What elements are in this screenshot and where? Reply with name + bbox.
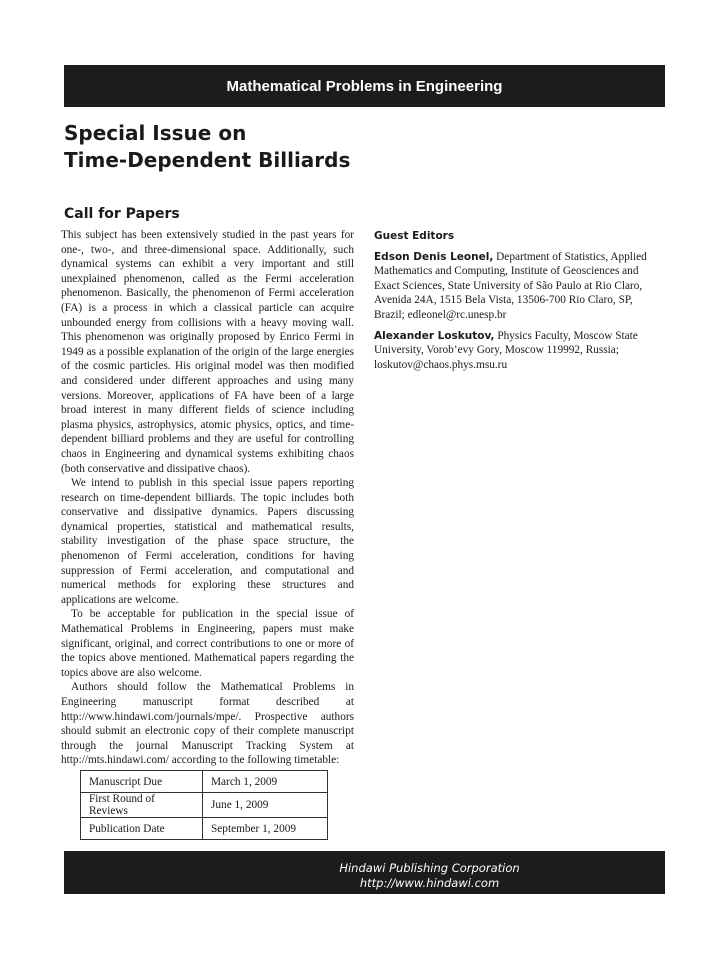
table-row — [81, 793, 328, 818]
editor-name: Alexander Loskutov, — [374, 329, 495, 342]
table-row — [81, 818, 328, 840]
paragraph: Authors should follow the Mathematical Problems in Engineering manuscript format described at http://www.hindawi.com/journals/mpe/. Prospective authors should submit an electronic copy of their complete manuscript through the journal Manuscript Tracking System at http://mts.hindawi.com/ according to the following timetable: — [61, 681, 354, 767]
title-line-1: Special Issue on — [64, 121, 247, 145]
editor-details: Department of Statistics, Applied Mathematics and Computing, Institute of Geosciences and Exact Sciences, State University of São Paulo at Rio Claro, Avenida 24A, 1515 Bela Vista, 13506-700 Rio Claro, SP, Brazil; edleonel@rc.unesp.br — [374, 250, 647, 321]
editor-entry — [374, 250, 666, 323]
editor-name: Edson Denis Leonel, — [374, 250, 494, 263]
page-title — [64, 120, 350, 174]
body-text — [61, 228, 354, 768]
timetable-label: First Round of Reviews — [81, 793, 203, 818]
paragraph: This subject has been extensively studied in the past years for one-, two-, and three-dimensional space. Additionally, such dynamical systems can exhibit a very important and still unexplained phenomenon, called as the Fermi acceleration phenomenon. Basically, the phenomenon of Fermi acceleration (FA) is a process in which a classical particle can acquire unbounded energy from collisions with a heavy moving wall. This phenomenon was originally proposed by Enrico Fermi in 1949 as a possible explanation of the origin of the large energies of the cosmic particles. His original model was then modified and considered under different approaches and using many versions. Moreover, applications of FA have been of a large broad interest in many different fields of science including plasma physics, astrophysics, atomic physics, optics, and time-dependent billiard problems and they are useful for controlling chaos in Engineering and dynamical systems exhibiting chaos (both conservative and dissipative chaos). — [61, 229, 354, 475]
publisher-name: Hindawi Publishing Corporation — [339, 861, 520, 875]
editor-entry — [374, 329, 666, 373]
timetable — [80, 770, 328, 840]
timetable-date: June 1, 2009 — [203, 793, 328, 818]
guest-editors — [374, 229, 666, 378]
publisher-footer — [64, 851, 665, 894]
timetable-date: September 1, 2009 — [203, 818, 328, 840]
timetable-date: March 1, 2009 — [203, 771, 328, 793]
table-row — [81, 771, 328, 793]
title-line-2: Time-Dependent Billiards — [64, 148, 351, 172]
publisher-url[interactable]: http://www.hindawi.com — [359, 876, 500, 890]
journal-header — [64, 65, 665, 107]
guest-editors-heading: Guest Editors — [374, 230, 455, 242]
editor-details: Physics Faculty, Moscow State University, Vorob’evy Gory, Moscow 119992, Russia; loskutov@chaos.phys.msu.ru — [374, 329, 638, 371]
timetable-label: Manuscript Due — [81, 771, 203, 793]
section-heading: Call for Papers — [64, 206, 180, 222]
paragraph: To be acceptable for publication in the special issue of Mathematical Problems in Engineering, papers must make significant, original, and correct contributions to one or more of the topics above mentioned. Mathematical papers regarding the topics above are also welcome. — [61, 608, 354, 679]
timetable-label: Publication Date — [81, 818, 203, 840]
journal-title: Mathematical Problems in Engineering — [226, 77, 503, 95]
paragraph: We intend to publish in this special issue papers reporting research on time-dependent billiards. The topic includes both conservative and dissipative dynamics. Papers discussing dynamical properties, statistical and mathematical results, stability investigation of the phase space structure, the phenomenon of Fermi acceleration, conditions for having suppression of Fermi acceleration, and computational and numerical methods for exploring these structures and applications are welcome. — [61, 477, 354, 606]
